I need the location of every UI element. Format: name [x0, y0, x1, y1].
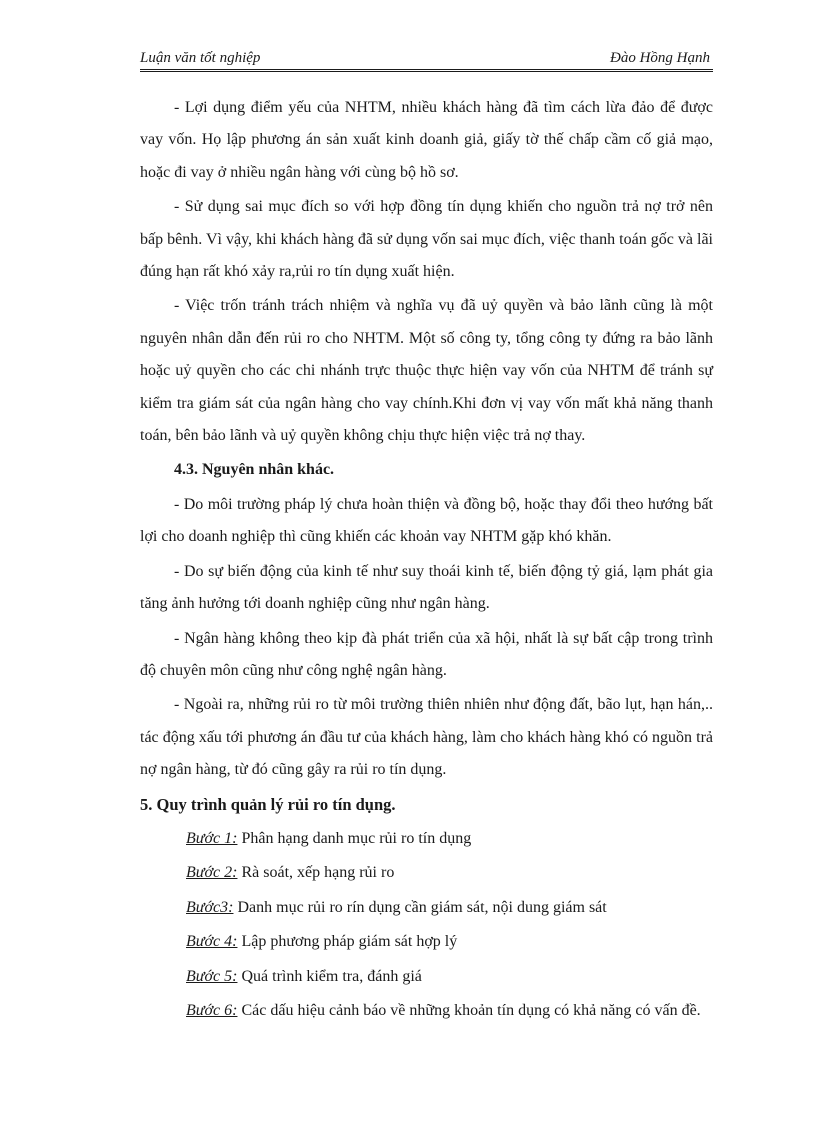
paragraph-fraud: - Lợi dụng điểm yếu của NHTM, nhiều khách hàng đã tìm cách lừa đảo để được vay vốn. Họ lập phương án sản xuất kinh doanh giả, giấy tờ thế chấp cầm cố giả mạo, hoặc đi vay ở nhiều ngân hàng với cùng bộ hồ sơ. — [140, 99, 713, 181]
step-text: Rà soát, xếp hạng rủi ro — [237, 864, 395, 882]
step-item — [140, 857, 713, 889]
header-thesis-title: Luận văn tốt nghiệp — [140, 50, 261, 66]
step-text: Quá trình kiểm tra, đánh giá — [237, 967, 422, 985]
step-label: Bước 2: — [186, 864, 238, 882]
step-text: Lập phương pháp giám sát hợp lý — [237, 933, 458, 951]
step-item — [140, 926, 713, 958]
paragraph-guarantee: - Việc trốn tránh trách nhiệm và nghĩa vụ đã uỷ quyền và bảo lãnh cũng là một nguyên nhân dẫn đến rủi ro cho NHTM. Một số công ty, tổng công ty đứng ra bảo lãnh hoặc uỷ quyền cho các chi nhánh trực thuộc thực hiện vay vốn của NHTM để tránh sự kiểm tra giám sát của ngân hàng cho vay chính.Khi đơn vị vay vốn mất khả năng thanh toán, bên bảo lãnh và uỷ quyền không chịu thực hiện việc trả nợ thay. — [140, 297, 713, 445]
section-heading-5: 5. Quy trình quản lý rủi ro tín dụng. — [140, 794, 396, 814]
step-label: Bước 6: — [186, 1001, 238, 1019]
paragraph-misuse: - Sử dụng sai mục đích so với hợp đồng tín dụng khiến cho nguồn trả nợ trở nên bấp bênh. Vì vậy, khi khách hàng đã sử dụng vốn sai mục đích, việc thanh toán gốc và lãi đúng hạn rất khó xảy ra,rủi ro tín dụng xuất hiện. — [140, 198, 713, 281]
step-label: Bước3: — [186, 898, 234, 916]
step-text: Phân hạng danh mục rủi ro tín dụng — [237, 829, 472, 847]
step-label: Bước 1: — [186, 829, 238, 847]
step-item — [140, 823, 713, 855]
step-label: Bước 4: — [186, 933, 238, 951]
header-divider — [140, 69, 713, 72]
step-item — [140, 892, 713, 924]
step-text: Các dấu hiệu cảnh báo về những khoản tín dụng có khả năng có vấn đề. — [237, 1001, 701, 1019]
paragraph-natural: - Ngoài ra, những rủi ro từ môi trường thiên nhiên như động đất, bão lụt, hạn hán,.. tác động xấu tới phương án đầu tư của khách hàng, làm cho khách hàng khó có nguồn trả nợ ngân hàng, từ đó cũng gây ra rủi ro tín dụng. — [140, 696, 713, 779]
section-heading-4-3: 4.3. Nguyên nhân khác. — [174, 461, 335, 479]
step-item — [140, 961, 713, 993]
step-text: Danh mục rủi ro rín dụng cần giám sát, nội dung giám sát — [233, 898, 607, 916]
step-item — [140, 995, 713, 1027]
document-body — [140, 92, 713, 1029]
step-label: Bước 5: — [186, 967, 238, 985]
paragraph-legal: - Do môi trường pháp lý chưa hoàn thiện và đồng bộ, hoặc thay đổi theo hướng bất lợi cho doanh nghiệp thì cũng khiến các khoản vay NHTM gặp khó khăn. — [140, 495, 713, 546]
paragraph-technology: - Ngân hàng không theo kịp đà phát triển của xã hội, nhất là sự bất cập trong trình độ chuyên môn cũng như công nghệ ngân hàng. — [140, 629, 713, 679]
paragraph-economic: - Do sự biến động của kinh tế như suy thoái kinh tế, biến động tỷ giá, lạm phát gia tăng ảnh hưởng tới doanh nghiệp cũng như ngân hàng. — [140, 562, 713, 613]
header-author: Đào Hồng Hạnh — [610, 50, 710, 66]
